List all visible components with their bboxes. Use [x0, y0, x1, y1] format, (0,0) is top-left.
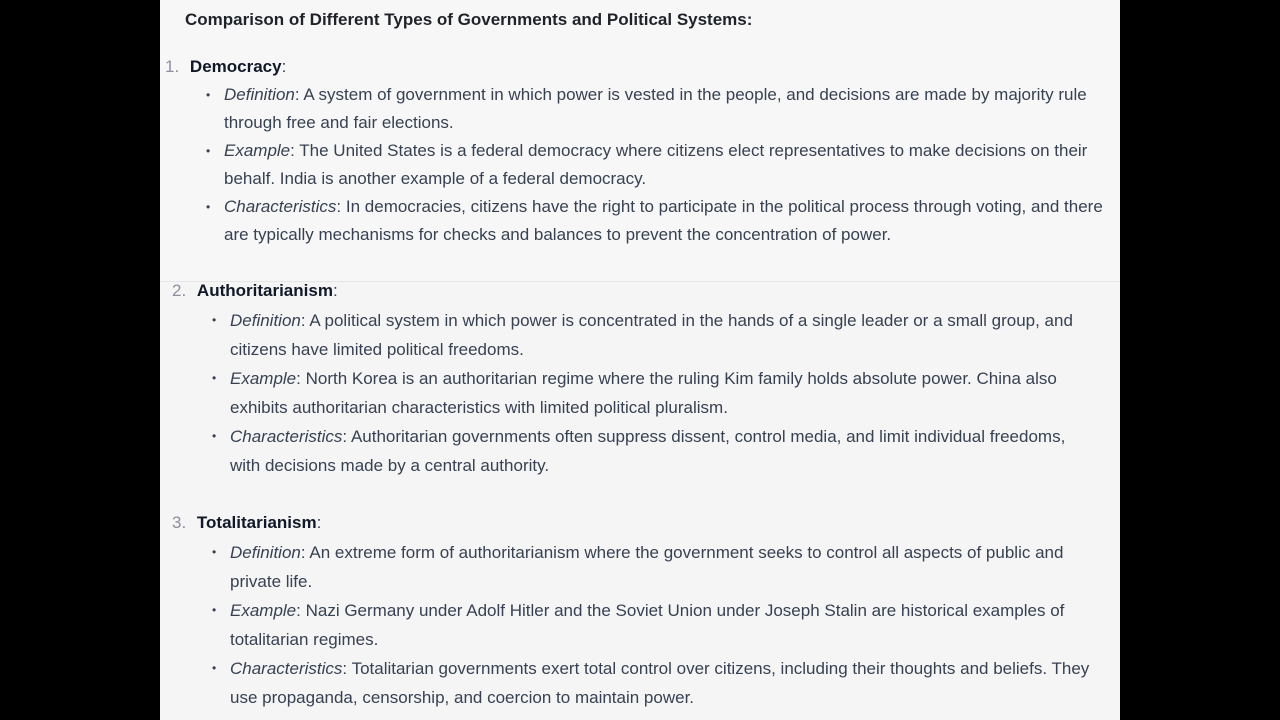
system-colon: :: [332, 281, 338, 300]
list-item: [212, 596, 1090, 654]
item-text: Nazi Germany under Adolf Hitler and the Soviet Union under Joseph Stalin are historical examples of totalitarian regimes.: [230, 601, 1065, 649]
bullet-marker: •: [212, 313, 217, 327]
item-text: Authoritarian governments often suppress dissent, control media, and limit individual freedoms, with decisions made by a central authority.: [230, 427, 1066, 475]
list-item: [212, 306, 1080, 364]
bullet-marker: •: [212, 371, 217, 385]
bullet-marker: •: [206, 200, 211, 214]
item-sep: :: [342, 659, 348, 678]
list-number: 1.: [165, 57, 180, 76]
item-sep: :: [294, 85, 300, 104]
item-sep: :: [342, 427, 348, 446]
system-colon: :: [281, 57, 287, 76]
bullet-marker: •: [206, 144, 211, 158]
item-text: A system of government in which power is vested in the people, and decisions are made by majority rule through free and fair elections.: [224, 85, 1087, 132]
list-item: [206, 137, 1104, 193]
item-sep: :: [336, 197, 342, 216]
item-label: Definition: [230, 543, 301, 562]
item-text: Totalitarian governments exert total control over citizens, including their thoughts and beliefs. They use propaganda, censorship, and coercion to maintain power.: [230, 659, 1090, 707]
bullet-marker: •: [212, 603, 217, 617]
item-label: Example: [230, 601, 297, 620]
bullet-marker: •: [212, 661, 217, 675]
list-number: 3.: [172, 513, 187, 532]
bullet-marker: •: [206, 88, 211, 102]
democracy-bullets: [206, 81, 1104, 249]
list-item: [206, 193, 1104, 249]
list-item: [212, 654, 1090, 712]
system-name: Democracy: [189, 57, 282, 76]
item-label: Characteristics: [224, 197, 337, 216]
response-heading: Comparison of Different Types of Governments and Political Systems:: [185, 10, 753, 29]
totalitarianism-bullets: [212, 538, 1090, 712]
item-sep: :: [300, 311, 306, 330]
bullet-marker: •: [212, 545, 217, 559]
item-text: North Korea is an authoritarian regime where the ruling Kim family holds absolute power. China also exhibits authoritarian characteristics with limited political pluralism.: [230, 369, 1057, 417]
item-label: Example: [224, 141, 291, 160]
system-title-authoritarianism: [172, 279, 338, 303]
item-text: An extreme form of authoritarianism where the government seeks to control all aspects of public and private life.: [230, 543, 1064, 591]
item-label: Example: [230, 369, 297, 388]
response-panel-lower: [160, 282, 1120, 720]
list-item: [212, 538, 1090, 596]
item-label: Characteristics: [230, 427, 343, 446]
list-item: [212, 422, 1080, 480]
item-sep: :: [290, 141, 295, 160]
system-title-democracy: [165, 55, 286, 79]
item-label: Definition: [224, 85, 295, 104]
item-text: In democracies, citizens have the right to participate in the political process through voting, and there are typically mechanisms for checks and balances to prevent the concentration of power.: [224, 197, 1103, 244]
chat-response-frame: [160, 0, 1120, 720]
system-title-totalitarianism: [172, 511, 321, 535]
bullet-marker: •: [212, 429, 217, 443]
list-item: [206, 81, 1104, 137]
list-item: [212, 364, 1080, 422]
list-number: 2.: [172, 281, 187, 300]
item-sep: :: [296, 601, 301, 620]
item-sep: :: [300, 543, 306, 562]
system-colon: :: [316, 513, 322, 532]
item-text: The United States is a federal democracy where citizens elect representatives to make decisions on their behalf. India is another example of a federal democracy.: [224, 141, 1088, 188]
item-text: A political system in which power is concentrated in the hands of a single leader or a small group, and citizens have limited political freedoms.: [230, 311, 1073, 359]
item-sep: :: [296, 369, 301, 388]
response-panel-upper: [160, 0, 1120, 282]
authoritarianism-bullets: [212, 306, 1080, 480]
system-name: Authoritarianism: [196, 281, 333, 300]
item-label: Definition: [230, 311, 301, 330]
system-name: Totalitarianism: [196, 513, 317, 532]
item-label: Characteristics: [230, 659, 343, 678]
